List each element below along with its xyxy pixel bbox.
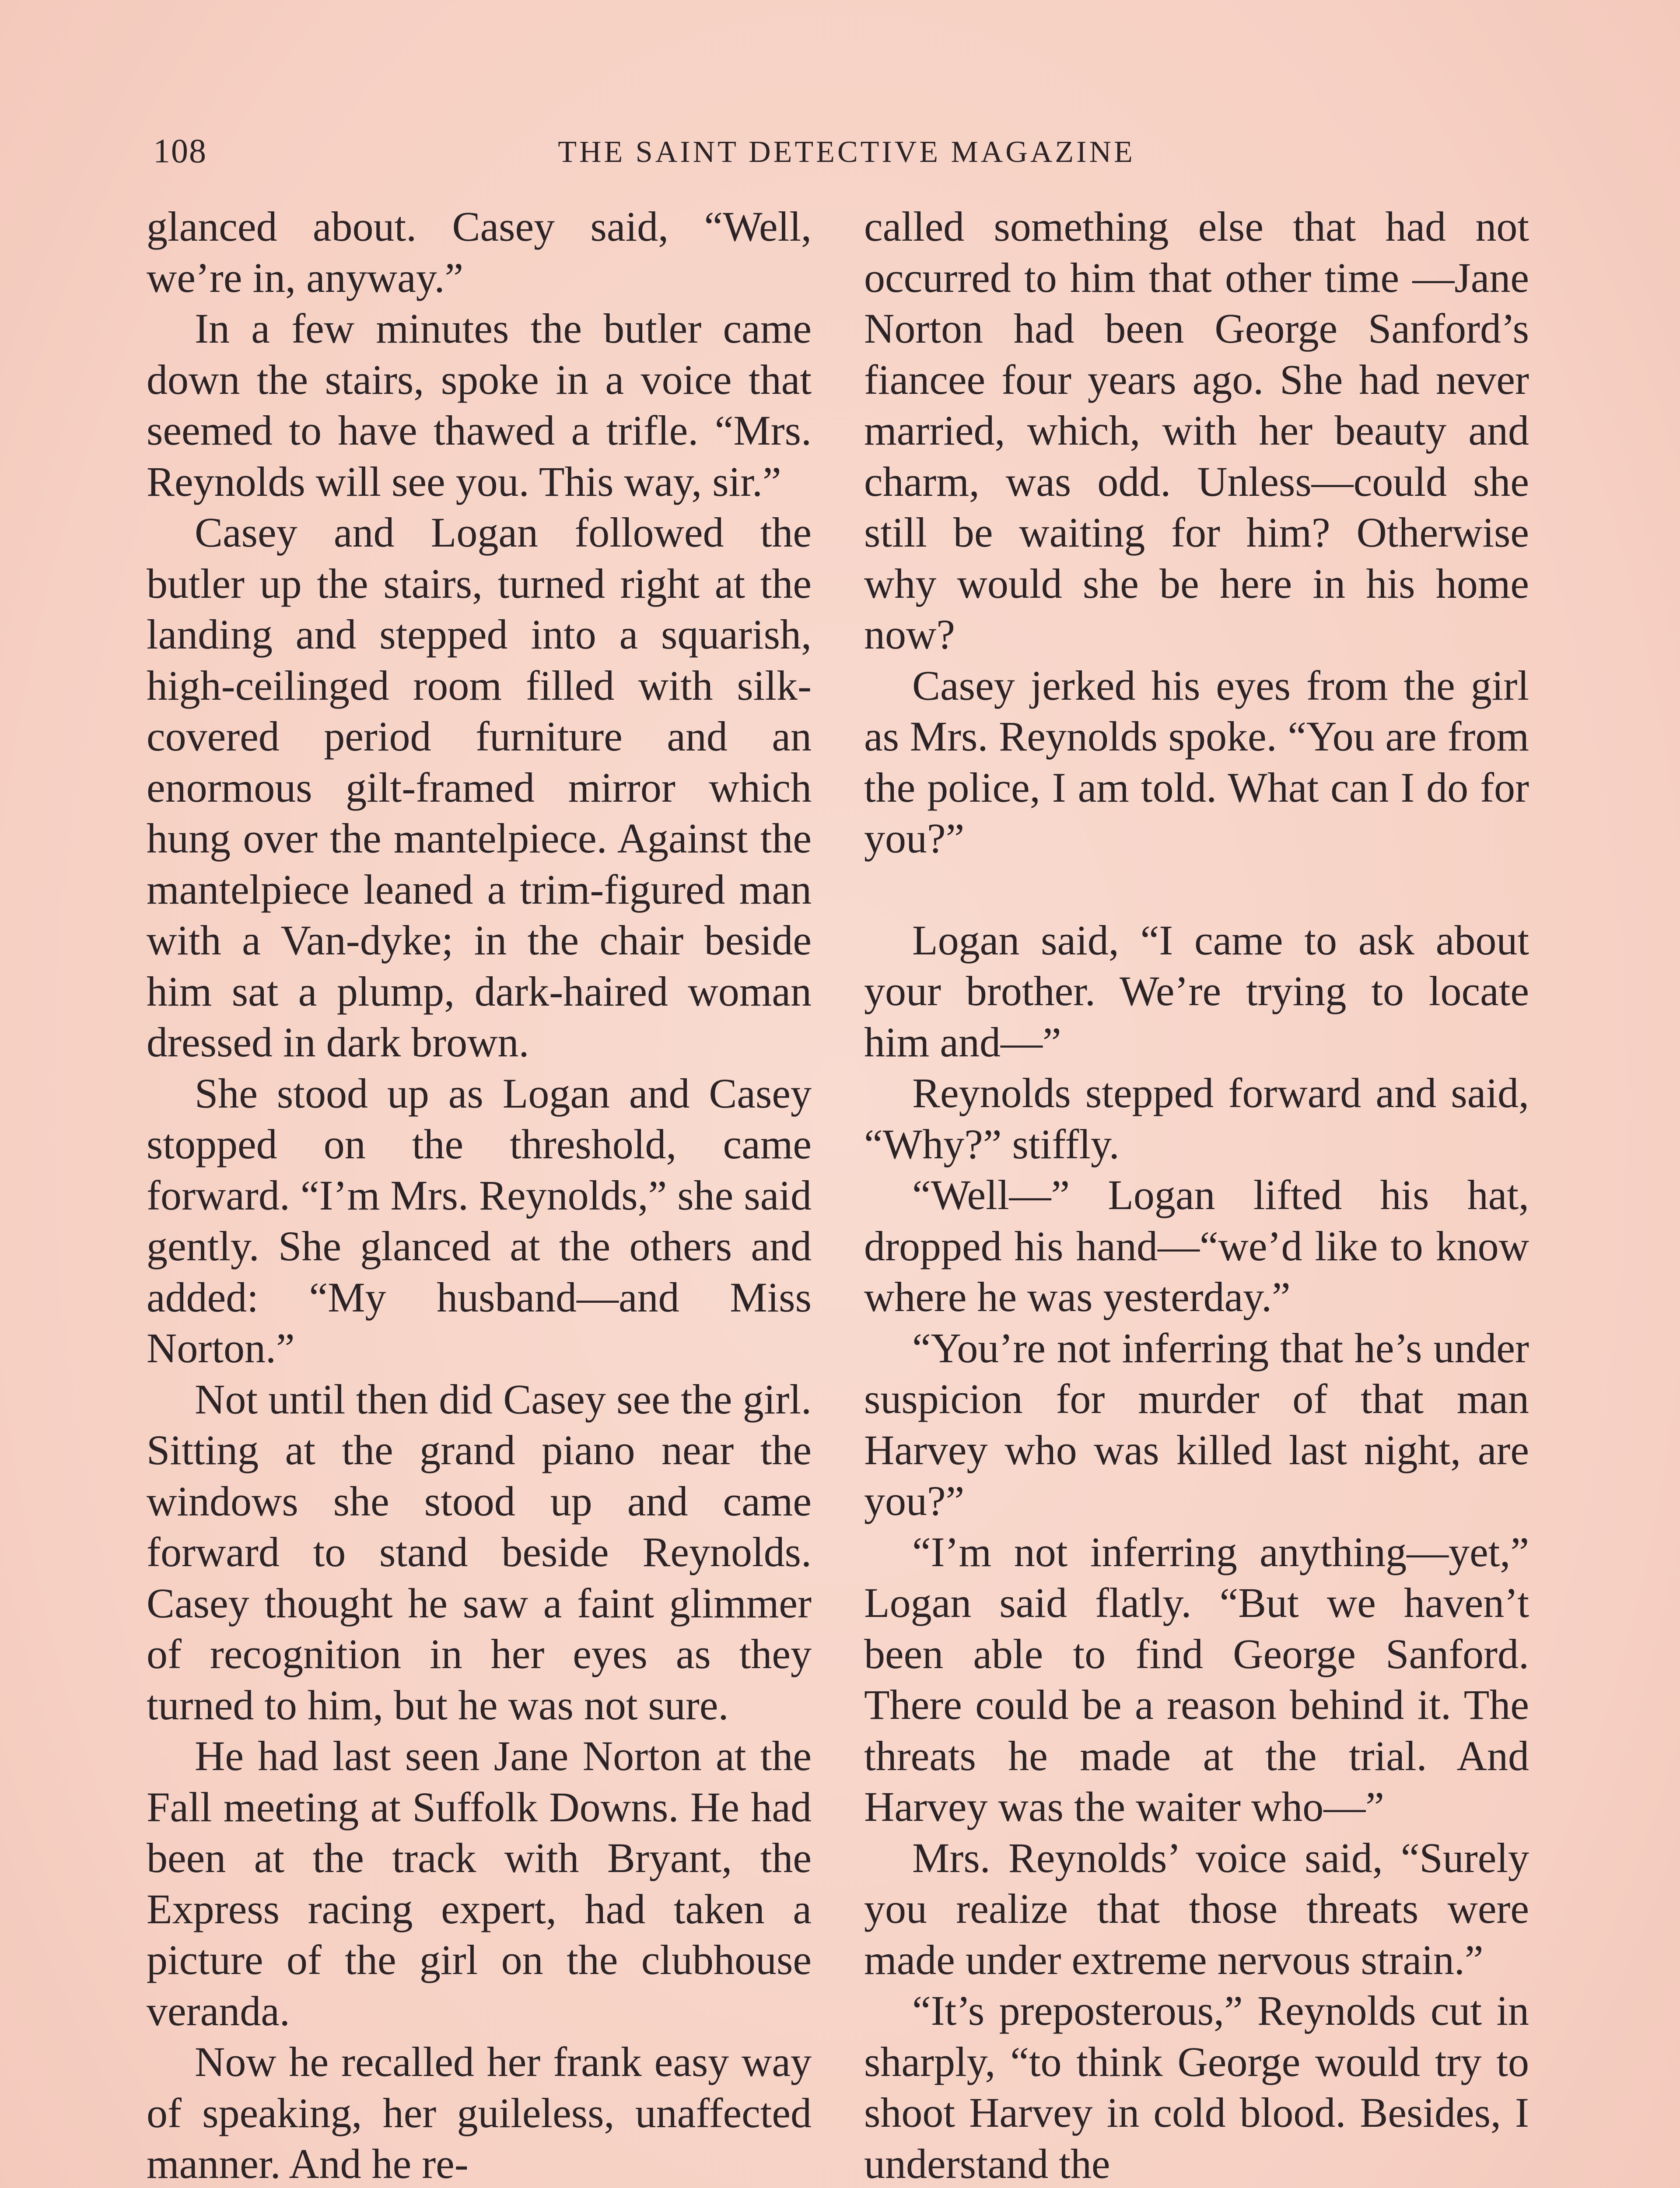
running-title: THE SAINT DETECTIVE MAGAZINE (558, 135, 1135, 169)
paragraph: Casey jerked his eyes from the girl as Mrs. Reynolds spoke. “You are from the police, I am told. What can I do for you?” (864, 662, 1529, 862)
paragraph: “It’s preposterous,” Reynolds cut in sharply, “to think George would try to shoot Harvey in cold blood. Besides, I understand the (864, 1987, 1529, 2187)
paragraph: He had last seen Jane Norton at the Fall meeting at Suffolk Downs. He had been at the track with Bryant, the Express racing expert, had taken a picture of the girl on the clubhouse veranda. (147, 1732, 812, 2034)
paragraph: Mrs. Reynolds’ voice said, “Surely you realize that those threats were made under extreme nervous strain.” (864, 1834, 1529, 1983)
paragraph: In a few minutes the butler came down the stairs, spoke in a voice that seemed to have thawed a trifle. “Mrs. Reynolds will see you. This way, sir.” (147, 305, 812, 505)
paragraph: “Well—” Logan lifted his hat, dropped his hand—“we’d like to know where he was yesterday.” (864, 1171, 1529, 1320)
paragraph: She stood up as Logan and Casey stopped on the threshold, came forward. “I’m Mrs. Reynolds,” she said gently. She glanced at the others and added: “My husband—and Miss Norton.” (147, 1069, 812, 1371)
paragraph: “You’re not inferring that he’s under suspicion for murder of that man Harvey who was killed last night, are you?” (864, 1324, 1529, 1524)
right-column (864, 201, 1529, 2188)
paragraph: Logan said, “I came to ask about your brother. We’re trying to locate him and—” (864, 916, 1529, 1066)
page-number: 108 (153, 132, 207, 170)
left-column (147, 201, 812, 2188)
paragraph: called something else that had not occurred to him that other time —Jane Norton had been George Sanford’s fiancee four years ago. She had never married, which, with her beauty and charm, was odd. Unless—could she still be waiting for him? Otherwise why would she be here in his home now? (864, 203, 1529, 658)
paragraph: glanced about. Casey said, “Well, we’re in, anyway.” (147, 203, 812, 301)
paragraph: Now he recalled her frank easy way of speaking, her guileless, unaffected manner. And he re- (147, 2038, 812, 2187)
paragraph: “I’m not inferring anything—yet,” Logan said flatly. “But we haven’t been able to find George Sanford. There could be a reason behind it. The threats he made at the trial. And Harvey was the waiter who—” (864, 1528, 1529, 1830)
page-header (153, 131, 1540, 179)
paragraph: Not until then did Casey see the girl. Sitting at the grand piano near the windows she stood up and came forward to stand beside Reynolds. Casey thought he saw a faint glimmer of recognition in her eyes as they turned to him, but he was not sure. (147, 1375, 812, 1729)
paragraph: Casey and Logan followed the butler up the stairs, turned right at the landing and stepped into a squarish, high-ceilinged room filled with silk-covered period furniture and an enormous gilt-framed mirror which hung over the mantelpiece. Against the mantelpiece leaned a trim-figured man with a Van-dyke; in the chair beside him sat a plump, dark-haired woman dressed in dark brown. (147, 509, 812, 1066)
paragraph: Reynolds stepped forward and said, “Why?” stiffly. (864, 1069, 1529, 1168)
